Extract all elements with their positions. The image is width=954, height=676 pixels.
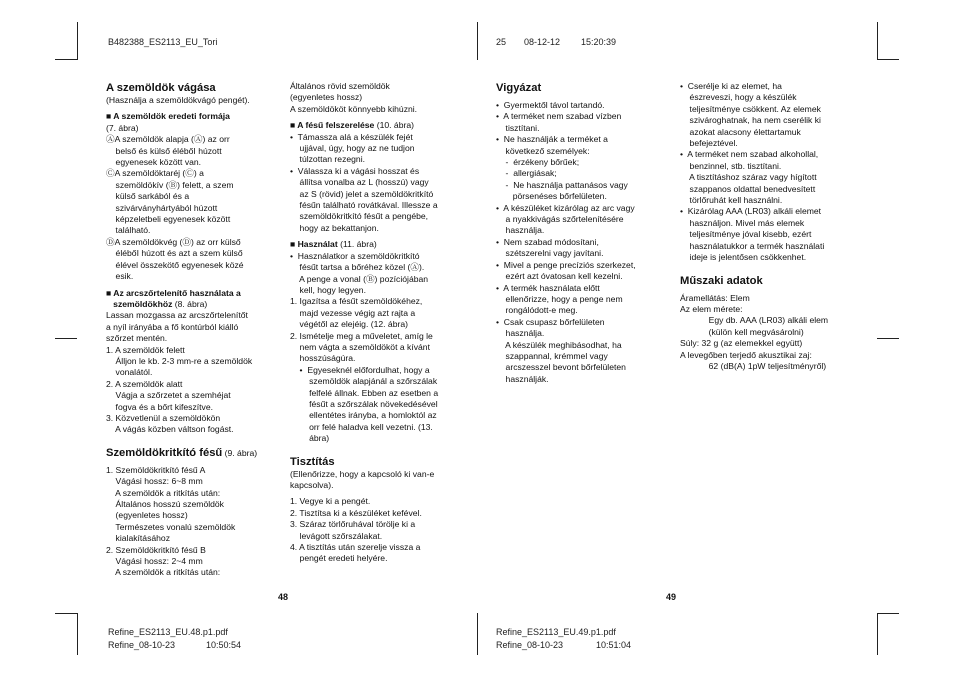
crop-mark xyxy=(77,613,78,655)
text-line: pörsenéses bőrfelületen. xyxy=(496,191,607,202)
text-line: rongálódott-e meg. xyxy=(496,305,578,316)
text-line: • A terméket nem szabad vízben xyxy=(496,111,622,122)
text-line: Súly: 32 g (az elemekkel együtt) xyxy=(680,338,803,349)
text-line: állítsa vonalba az L (hosszú) vagy xyxy=(290,177,429,188)
crop-mark xyxy=(877,22,878,60)
text-line: levágott szőrszálakat. xyxy=(290,530,383,541)
text-line: szemöldök alapjánál a szőrszálak xyxy=(290,376,438,387)
column-2 xyxy=(290,81,470,565)
text-line: szivároghatnak, ha nem cserélik ki xyxy=(680,115,821,126)
text-line: Vágja a szőrzetet a szemhéjat xyxy=(106,390,231,401)
page-number-right: 49 xyxy=(666,592,677,602)
text-line: ⒸA szemöldöktaréj (Ⓒ) a xyxy=(106,168,204,179)
text-line: A szemöldök a ritkítás után: xyxy=(106,567,221,578)
text-line: pengét eredeti helyére. xyxy=(290,553,388,564)
text-line: - allergiásak; xyxy=(496,168,557,179)
text-line: 1. Vegye ki a pengét. xyxy=(290,496,371,507)
text-line: A levegőben terjedő akusztikai zaj: xyxy=(680,349,812,360)
crop-mark xyxy=(477,613,478,655)
text-line: ideje is jelentősen csökkenhet. xyxy=(680,252,807,263)
text-line: Természetes vonalú szemöldök xyxy=(106,521,236,532)
text-line: 2. A szemöldök alatt xyxy=(106,378,183,389)
subsection-heading: ■ A szemöldök eredeti formája xyxy=(106,111,230,122)
subsection-heading xyxy=(290,120,470,131)
text-line: túlzottan rezegni. xyxy=(290,154,365,165)
text-line: szappanos oldattal benedvesített xyxy=(680,183,816,194)
text-line: szétszerelni vagy javítani. xyxy=(496,248,604,259)
text-line: végétől az elejéig. (12. ábra) xyxy=(290,319,408,330)
text-line: - Ne használja pattanásos vagy xyxy=(496,179,628,190)
text-line: Álljon le kb. 2-3 mm-re a szemöldök xyxy=(106,355,253,366)
text-line: • Gyermektől távol tartandó. xyxy=(496,100,605,110)
crop-mark xyxy=(877,613,899,614)
text-line: használatukkor a termék használati xyxy=(680,240,825,251)
text-line: Általános rövid szemöldök xyxy=(290,81,390,91)
text-line: 62 (dB(A) 1pW teljesítményről) xyxy=(680,360,827,371)
text-line: Vágási hossz: 6~8 mm xyxy=(106,476,203,487)
text-line: ellentétes irányba, a homloktól az xyxy=(290,410,437,421)
footer-left-date: Refine_08-10-23 xyxy=(108,640,176,650)
text-line: • Mivel a penge precíziós szerkezet, xyxy=(496,259,636,270)
text-line: (Ellenőrizze, hogy a kapcsoló ki van-e xyxy=(290,468,435,479)
text-line: használja. xyxy=(496,328,545,339)
text-line: a nyíl irányába a fő kontúrból kiálló xyxy=(106,321,239,332)
footer-left-file: Refine_ES2113_EU.48.p1.pdf xyxy=(108,627,228,637)
text-line: szőrzet mentén. xyxy=(106,333,168,344)
text-line: - érzékeny bőrűek; xyxy=(496,157,580,168)
text-line: 2. Tisztítsa ki a készüléket kefével. xyxy=(290,507,422,518)
text-line: fogva és a bőrt kifeszítve. xyxy=(106,401,213,412)
text-line: ⒹA szemöldökvég (Ⓓ) az orr külső xyxy=(106,236,241,247)
text-line: (egyenletes hossz) xyxy=(290,92,363,103)
text-line: • Kizárólag AAA (LR03) alkáli elemet xyxy=(680,206,822,217)
text-line: • A készüléket kizárólag az arc vagy xyxy=(496,202,635,213)
subsection-heading xyxy=(106,299,286,310)
header-date: 08-12-12 xyxy=(524,37,561,47)
text-line: A szemöldököt könnyebb kihúzni. xyxy=(290,103,418,114)
heading-bold-part: ■ Használat xyxy=(290,239,338,250)
subsection-heading xyxy=(290,239,470,250)
text-line: nem vágta a szemöldököt a kívánt xyxy=(290,341,430,352)
text-line: fésűt tartsa a bőréhez közel (Ⓐ). xyxy=(290,262,425,273)
text-line: • Nem szabad módosítani, xyxy=(496,236,599,247)
section-title xyxy=(106,446,286,460)
text-line: (külön kell megvásárolni) xyxy=(680,326,804,337)
text-line: fésűn található rovátkával. Illessze a xyxy=(290,200,438,211)
text-line: szivárványhártyából húzott xyxy=(106,202,218,213)
text-line: egyenesek között van. xyxy=(106,157,202,168)
footer-left-time: 10:50:54 xyxy=(206,640,242,650)
text-line: • Használatkor a szemöldökritkító xyxy=(290,250,420,261)
text-line: Egy db. AAA (LR03) alkáli elem xyxy=(680,315,829,326)
crop-mark xyxy=(877,613,878,655)
text-line: majd vezesse végig azt rajta a xyxy=(290,307,416,318)
text-line: használjon. Mivel más elemek xyxy=(680,217,805,228)
text-line: arcszesszel bevont bőrfelületen xyxy=(496,362,626,373)
text-line: Lassan mozgassa az arcszőrtelenítőt xyxy=(106,310,248,321)
text-line: Általános hosszú szemöldök xyxy=(106,499,224,509)
text-line: A készülék meghibásodhat, ha xyxy=(496,339,622,350)
text-line: • A terméket nem szabad alkohollal, xyxy=(680,149,819,160)
text-line: ⒶA szemöldök alapja (Ⓐ) az orr xyxy=(106,134,230,145)
crop-mark xyxy=(877,59,899,60)
crop-mark xyxy=(477,22,478,60)
text-line: 2. Szemöldökritkító fésű B xyxy=(106,544,206,555)
text-line: • Támassza alá a készülék fejét xyxy=(290,131,413,142)
subsection-heading: ■ Az arcszőrtelenítő használata a xyxy=(106,287,241,298)
text-line: 1. Szemöldökritkító fésű A xyxy=(106,464,206,475)
column-4 xyxy=(680,81,870,372)
text-line: • Válassza ki a vágási hosszat és xyxy=(290,165,420,176)
text-line: szappannal, krémmel vagy xyxy=(496,350,608,361)
text-line: használja. xyxy=(496,225,545,236)
footer-right-date: Refine_08-10-23 xyxy=(496,640,564,650)
title-rest: (9. ábra) xyxy=(222,447,258,458)
crop-mark xyxy=(55,338,77,339)
text-line: befejeztével. xyxy=(680,138,738,149)
text-line: hogy az bekattanjon. xyxy=(290,222,379,233)
text-line: külső sarkából és a xyxy=(106,191,190,202)
text-line: • A termék használata előtt xyxy=(496,282,600,293)
text-line: 2. Ismételje meg a műveletet, amíg le xyxy=(290,330,433,341)
text-line: képzeletbeli egyenesek között xyxy=(106,214,231,225)
text-line: azokat alacsony élettartamuk xyxy=(680,126,801,137)
text-line: vonalától. xyxy=(106,367,153,378)
text-line: A penge a vonal (Ⓑ) pozíciójában xyxy=(290,273,429,284)
column-3 xyxy=(496,81,676,385)
text-line: A vágás közben váltson fogást. xyxy=(106,424,234,435)
text-line: teljesítménye jóval kisebb, ezért xyxy=(680,229,812,240)
text-line: ujjával, úgy, hogy az ne tudjon xyxy=(290,143,415,154)
text-line: orr felé haladva kell vezetni. (13. xyxy=(290,421,433,432)
text-line: Áramellátás: Elem xyxy=(680,292,750,303)
section-title: Tisztítás xyxy=(290,455,335,468)
heading-rest: (8. ábra) xyxy=(172,298,208,309)
text-line: szemöldökritkító fésűt a pengébe, xyxy=(290,211,429,222)
section-title: Vigyázat xyxy=(496,82,542,94)
text-line: Vágási hossz: 2~4 mm xyxy=(106,556,203,567)
crop-mark xyxy=(55,59,77,60)
text-line: élébőI húzott és azt a szem külső xyxy=(106,248,243,259)
text-line: esik. xyxy=(106,271,134,282)
footer-right-time: 10:51:04 xyxy=(596,640,632,650)
text-line: teljesítménye csökkent. Az elemek xyxy=(680,103,821,114)
text-line: törlőruhát kell használni. xyxy=(680,195,783,206)
text-line: Az elem mérete: xyxy=(680,303,743,314)
text-line: következő személyek: xyxy=(496,145,590,156)
text-line: használják. xyxy=(496,373,549,384)
text-line: ezért azt óvatosan kell kezelni. xyxy=(496,271,623,282)
text-line: szemöldökív (Ⓑ) felett, a szem xyxy=(106,179,234,190)
text-line: a nyakkivágás szőrtelenítésére xyxy=(496,214,624,225)
crop-mark xyxy=(77,22,78,60)
text-line: az S (rövid) jelet a szemöldökritkító xyxy=(290,188,434,199)
text-line: 4. A tisztítás után szerelje vissza a xyxy=(290,542,421,553)
heading-rest: (11. ábra) xyxy=(337,239,377,250)
page-number-left: 48 xyxy=(278,592,289,602)
section-title: Műszaki adatok xyxy=(680,274,763,287)
text-line: élével összekötő egyenesek közé xyxy=(106,259,244,270)
text-line: ellenőrizze, hogy a penge nem xyxy=(496,293,623,304)
crop-mark xyxy=(877,338,899,339)
text-line: kapcsolva). xyxy=(290,480,334,490)
header-filename: B482388_ES2113_EU_Tori xyxy=(108,37,218,47)
text-line: belső és külső élébőI húzott xyxy=(106,145,222,156)
text-line: 1. Igazítsa a fésűt szemöldökéhez, xyxy=(290,296,423,307)
text-line: • Csak csupasz bőrfelületen xyxy=(496,316,605,327)
heading-bold-part: szemöldökhöz xyxy=(106,298,173,309)
text-line: A szemöldök a ritkítás után: xyxy=(106,487,221,498)
text-line: felfelé állnak. Ebben az esetben a xyxy=(290,387,439,398)
heading-bold-part: ■ A fésű felszerelése xyxy=(290,120,375,131)
text-line: található. xyxy=(106,225,151,236)
text-line: • Cserélje ki az elemet, ha xyxy=(680,81,782,91)
header-time: 15:20:39 xyxy=(581,37,617,47)
crop-mark xyxy=(55,613,77,614)
text-line: kell, hogy legyen. xyxy=(290,284,366,295)
text-line: 1. A szemöldök felett xyxy=(106,344,185,355)
text-line: (Használja a szemöldökvágó pengét). xyxy=(106,95,250,105)
text-line: benzinnel, stb. tisztítani. xyxy=(680,160,782,171)
text-line: kialakításához xyxy=(106,533,171,544)
text-line: (egyenletes hossz) xyxy=(106,510,188,521)
text-line: 3. Közvetlenül a szemöldökön xyxy=(106,412,221,423)
title-bold-part: Szemöldökritkító fésű xyxy=(106,446,223,459)
heading-rest: (10. ábra) xyxy=(374,120,414,131)
text-line: tisztítani. xyxy=(496,122,540,133)
text-line: fésűt a szőrszálak növekedésével xyxy=(290,398,438,409)
column-1 xyxy=(106,81,286,579)
text-line: hosszúságúra. xyxy=(290,353,356,364)
section-title: A szemöldök vágása xyxy=(106,82,216,94)
text-line: 3. Száraz törlőruhával törölje ki a xyxy=(290,519,416,530)
text-line: (7. ábra) xyxy=(106,122,139,133)
text-line: észreveszi, hogy a készülék xyxy=(680,92,797,103)
text-line: • Egyeseknél előfordulhat, hogy a xyxy=(290,364,430,375)
text-line: A tisztításhoz száraz vagy hígított xyxy=(680,172,817,183)
header-number: 25 xyxy=(496,37,507,47)
text-line: ábra) xyxy=(290,433,330,444)
footer-right-file: Refine_ES2113_EU.49.p1.pdf xyxy=(496,627,616,637)
text-line: • Ne használják a terméket a xyxy=(496,134,608,145)
